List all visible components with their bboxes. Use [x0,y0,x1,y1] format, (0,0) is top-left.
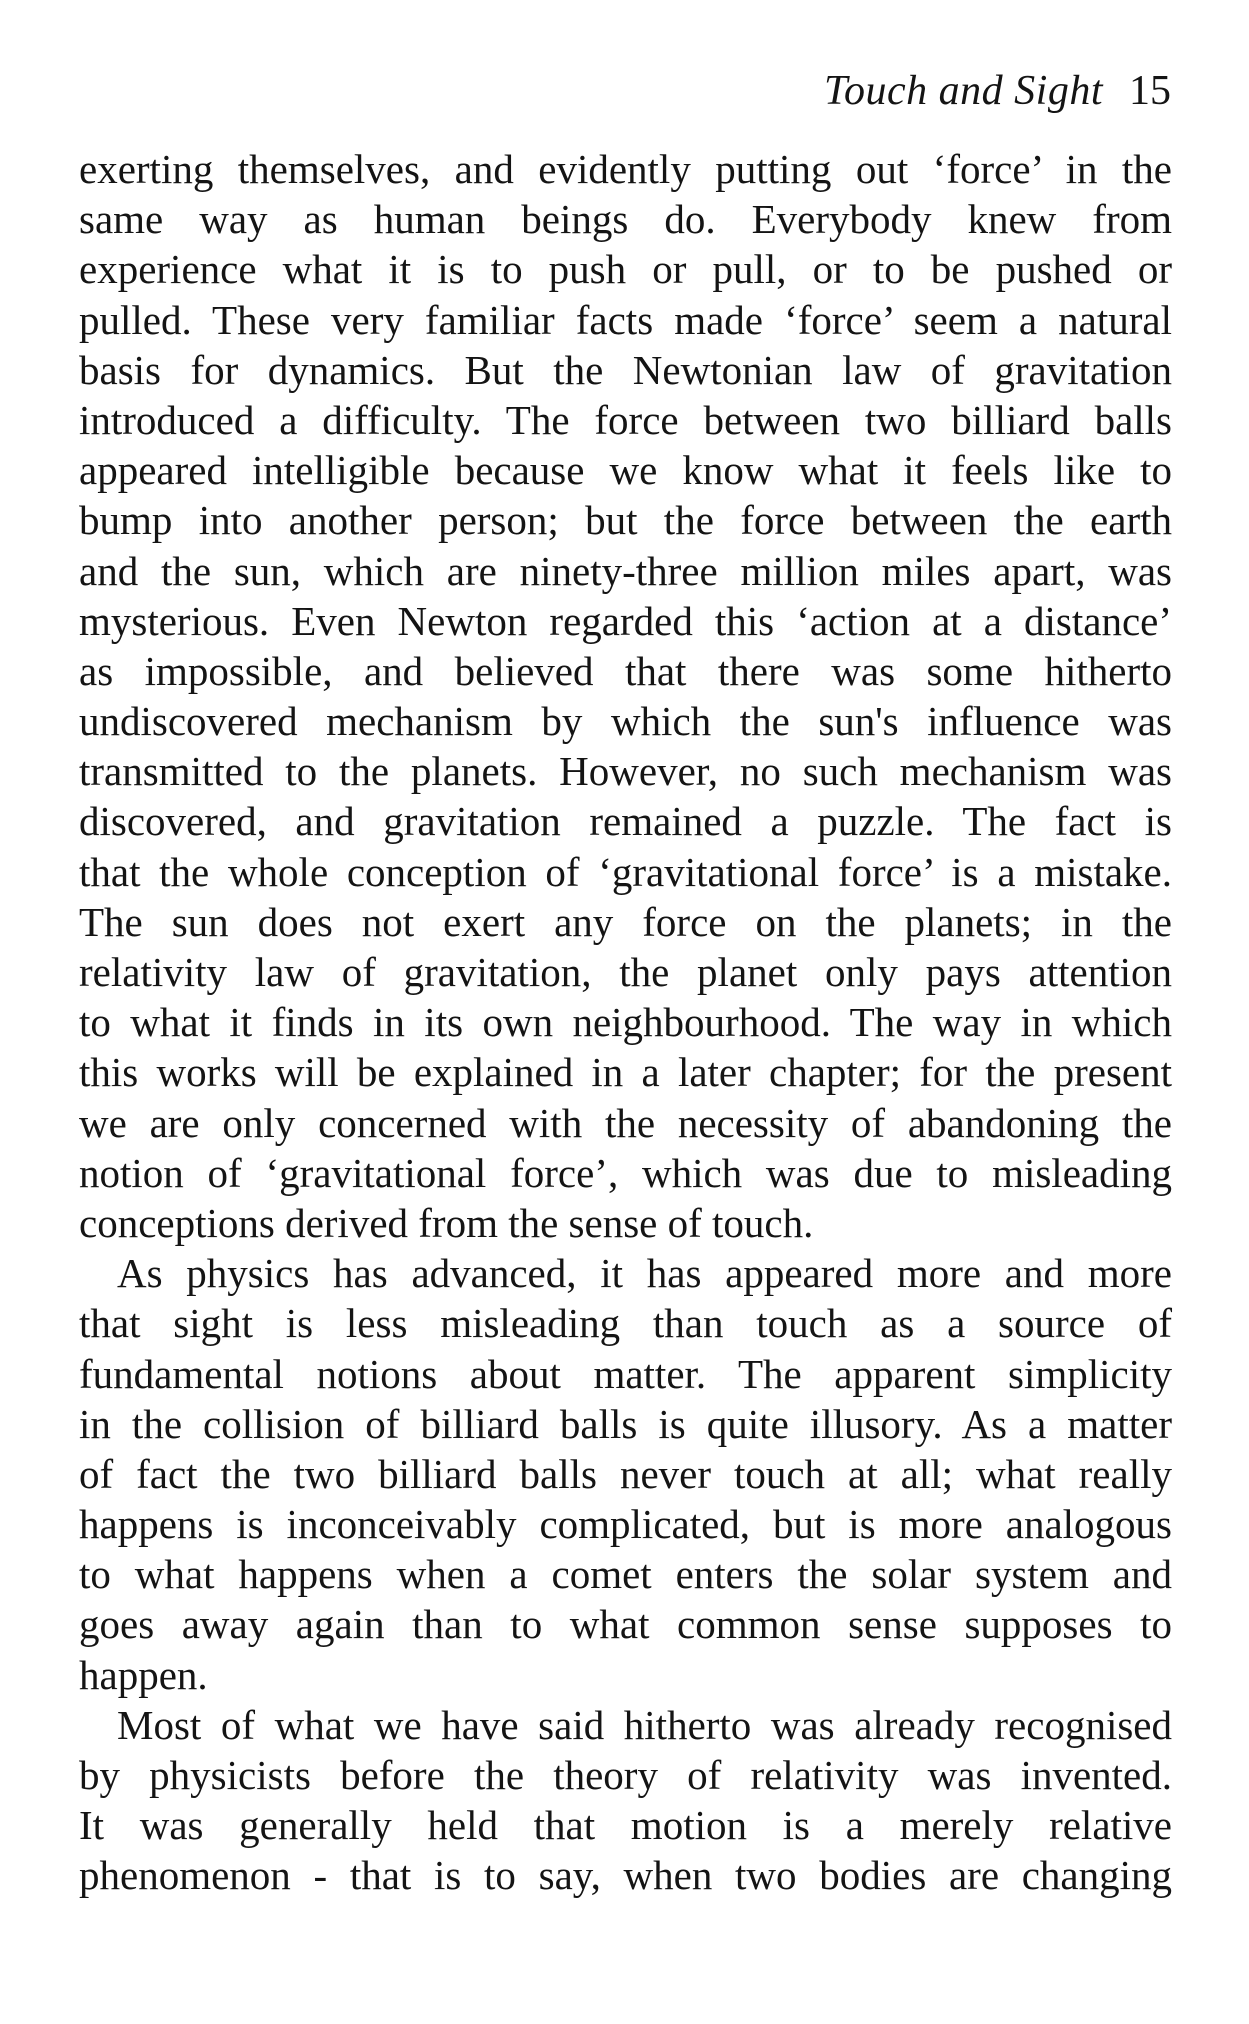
body-text [79,144,1172,1901]
text-line: appeared intelligible because we know what it feels like to [79,447,1172,494]
text-line: as impossible, and believed that there was some hitherto [79,647,1172,694]
text-line: phenomenon - that is to say, when two bodies are changing [79,1852,1172,1899]
text-line: to what it finds in its own neighbourhood. The way in which [79,999,1172,1046]
text-line: The sun does not exert any force on the planets; in the [79,898,1172,945]
text-line: of fact the two billiard balls never touch at all; what really [79,1450,1172,1497]
paragraph-start-line: Most of what we have said hitherto was already recognised [117,1701,1172,1748]
text-line: basis for dynamics. But the Newtonian law of gravitation [79,346,1172,393]
text-line: notion of ‘gravitational force’, which was due to misleading [79,1149,1172,1196]
page-number: 15 [1129,68,1171,114]
text-line: mysterious. Even Newton regarded this ‘action at a distance’ [79,597,1172,644]
text-line: same way as human beings do. Everybody knew from [79,196,1172,243]
text-line: introduced a difficulty. The force between two billiard balls [79,396,1172,443]
chapter-title: Touch and Sight [824,68,1103,114]
text-line: we are only concerned with the necessity of abandoning the [79,1099,1172,1146]
text-line: experience what it is to push or pull, or to be pushed or [79,246,1172,293]
paragraph-end-line: happen. [79,1651,208,1698]
paragraph-end-line: conceptions derived from the sense of touch. [79,1199,814,1246]
text-line: exerting themselves, and evidently putting out ‘force’ in the [79,146,1172,192]
text-line: happens is inconceivably complicated, but is more analogous [79,1501,1172,1548]
text-line: discovered, and gravitation remained a puzzle. The fact is [79,798,1172,845]
text-line: that the whole conception of ‘gravitational force’ is a mistake. [79,848,1172,895]
text-line: fundamental notions about matter. The apparent simplicity [79,1350,1172,1397]
running-head [824,66,1171,116]
text-line: undiscovered mechanism by which the sun's influence was [79,698,1172,745]
text-line: and the sun, which are ninety-three million miles apart, was [79,547,1172,594]
text-line: pulled. These very familiar facts made ‘force’ seem a natural [79,296,1172,343]
text-line: to what happens when a comet enters the solar system and [79,1551,1172,1598]
text-line: goes away again than to what common sense supposes to [79,1601,1172,1648]
paragraph-start-line: As physics has advanced, it has appeared more and more [117,1250,1172,1297]
text-line: that sight is less misleading than touch as a source of [79,1300,1172,1347]
text-line: bump into another person; but the force between the earth [79,497,1172,544]
text-line: relativity law of gravitation, the planet only pays attention [79,949,1172,995]
text-line: It was generally held that motion is a merely relative [79,1802,1172,1849]
text-line: this works will be explained in a later chapter; for the present [79,1049,1172,1096]
text-line: in the collision of billiard balls is quite illusory. As a matter [79,1400,1172,1447]
text-line: transmitted to the planets. However, no such mechanism was [79,748,1172,795]
text-line: by physicists before the theory of relativity was invented. [79,1752,1172,1798]
